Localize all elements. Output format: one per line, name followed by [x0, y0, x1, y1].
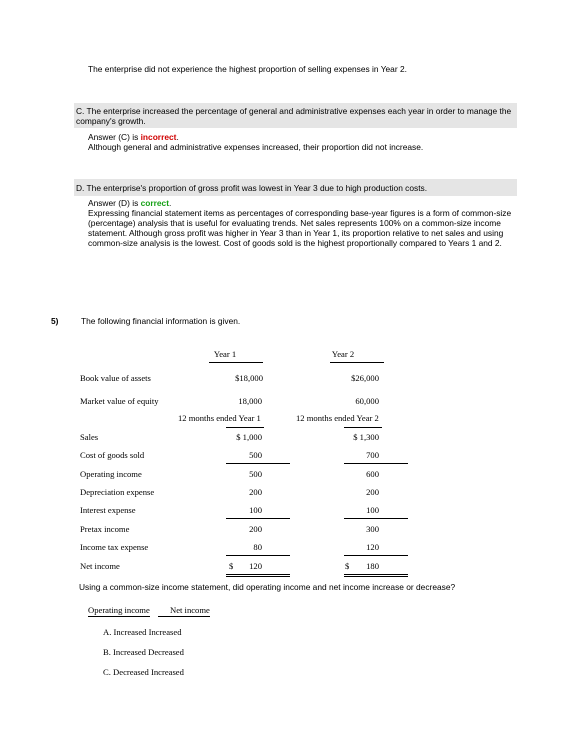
cell-pretax-y2: 300	[366, 524, 379, 534]
net-income-double-rule-y1-a	[226, 574, 290, 575]
row-label-depreciation: Depreciation expense	[80, 487, 155, 497]
choice-header-net-income: Net income	[170, 605, 210, 615]
cell-interest-y2: 100	[366, 505, 379, 515]
question-prompt: Using a common-size income statement, did operating income and net income increase or decrease?	[79, 582, 456, 592]
cell-sales-y1: $ 1,000	[236, 432, 262, 442]
cell-pretax-y1: 200	[249, 524, 262, 534]
previous-option-text: The enterprise did not experience the highest proportion of selling expenses in Year 2.	[88, 64, 407, 74]
row-label-income-tax: Income tax expense	[80, 542, 149, 552]
answer-status-incorrect: incorrect	[140, 132, 177, 142]
cell-net-income-y2: 180	[366, 561, 379, 571]
answer-status-correct: correct	[140, 198, 169, 208]
option-d-answer: Answer (D) is correct.	[88, 198, 172, 208]
cell-net-income-y1: 120	[249, 561, 262, 571]
row-label-book-value: Book value of assets	[80, 373, 151, 383]
period1-header: 12 months ended Year 1	[178, 413, 261, 423]
cell-operating-income-y1: 500	[249, 469, 262, 479]
row-label-cogs: Cost of goods sold	[80, 450, 145, 460]
option-c-label: C. The enterprise increased the percentage of general and administrative expenses each year in order to manage the company's growth.	[76, 106, 512, 126]
option-d-label: D. The enterprise's proportion of gross profit was lowest in Year 3 due to high production costs.	[76, 183, 428, 193]
option-c-explanation: Although general and administrative expenses increased, their proportion did not increase.	[88, 142, 424, 152]
year1-header: Year 1	[213, 349, 237, 359]
cell-sales-y2: $ 1,300	[353, 432, 379, 442]
choice-header-rule-gap	[158, 616, 170, 617]
year2-header-rule	[330, 362, 384, 363]
row-label-pretax: Pretax income	[80, 524, 130, 534]
cell-depreciation-y2: 200	[366, 487, 379, 497]
tax-rule-y1	[226, 555, 290, 556]
row-label-market-value: Market value of equity	[80, 396, 159, 406]
cell-cogs-y1: 500	[249, 450, 262, 460]
cogs-rule-y1	[226, 463, 290, 464]
row-label-interest: Interest expense	[80, 505, 136, 515]
net-income-double-rule-y2-b	[344, 576, 408, 577]
cell-income-tax-y2: 120	[366, 542, 379, 552]
cell-market-value-y1: 18,000	[238, 396, 262, 406]
option-d-explanation: Expressing financial statement items as percentages of corresponding base-year figures is a form of common-size (percentage) analysis that is useful for evaluating trends. Net sales represents 100% on a common-size income statement. Although gross profit was higher in Year 3 than in Year 1, its proportion relative to net sales and using common-size analysis is the lowest. Cost of goods sold is the highest proportionally compared to Years 1 and 2.	[88, 208, 512, 248]
choice-a[interactable]: A. Increased Increased	[103, 627, 182, 637]
net-income-double-rule-y2-a	[344, 574, 408, 575]
choice-header-operating-income: Operating income	[88, 605, 150, 615]
year2-header: Year 2	[331, 349, 355, 359]
cell-net-income-y1-sign: $	[229, 561, 234, 571]
cell-cogs-y2: 700	[366, 450, 379, 460]
year1-header-rule	[209, 362, 263, 363]
option-c-answer: Answer (C) is incorrect.	[88, 132, 179, 142]
row-label-operating-income: Operating income	[80, 469, 142, 479]
cell-interest-y1: 100	[249, 505, 262, 515]
row-label-sales: Sales	[80, 432, 99, 442]
row-label-net-income: Net income	[80, 561, 120, 571]
choice-c[interactable]: C. Decreased Increased	[103, 667, 184, 677]
cell-depreciation-y1: 200	[249, 487, 262, 497]
cell-operating-income-y2: 600	[366, 469, 379, 479]
cell-book-value-y1: $18,000	[235, 373, 263, 383]
period1-rule	[226, 427, 264, 428]
interest-rule-y2	[344, 518, 408, 519]
net-income-double-rule-y1-b	[226, 576, 290, 577]
cell-market-value-y2: 60,000	[355, 396, 379, 406]
interest-rule-y1	[226, 518, 290, 519]
tax-rule-y2	[344, 555, 408, 556]
question-number: 5)	[51, 316, 59, 326]
cell-book-value-y2: $26,000	[351, 373, 379, 383]
cell-net-income-y2-sign: $	[345, 561, 350, 571]
choice-b[interactable]: B. Increased Decreased	[103, 647, 184, 657]
period2-header: 12 months ended Year 2	[296, 413, 379, 423]
period2-rule	[344, 427, 382, 428]
question-intro: The following financial information is given.	[81, 316, 241, 326]
cell-income-tax-y1: 80	[253, 542, 262, 552]
cogs-rule-y2	[344, 463, 408, 464]
